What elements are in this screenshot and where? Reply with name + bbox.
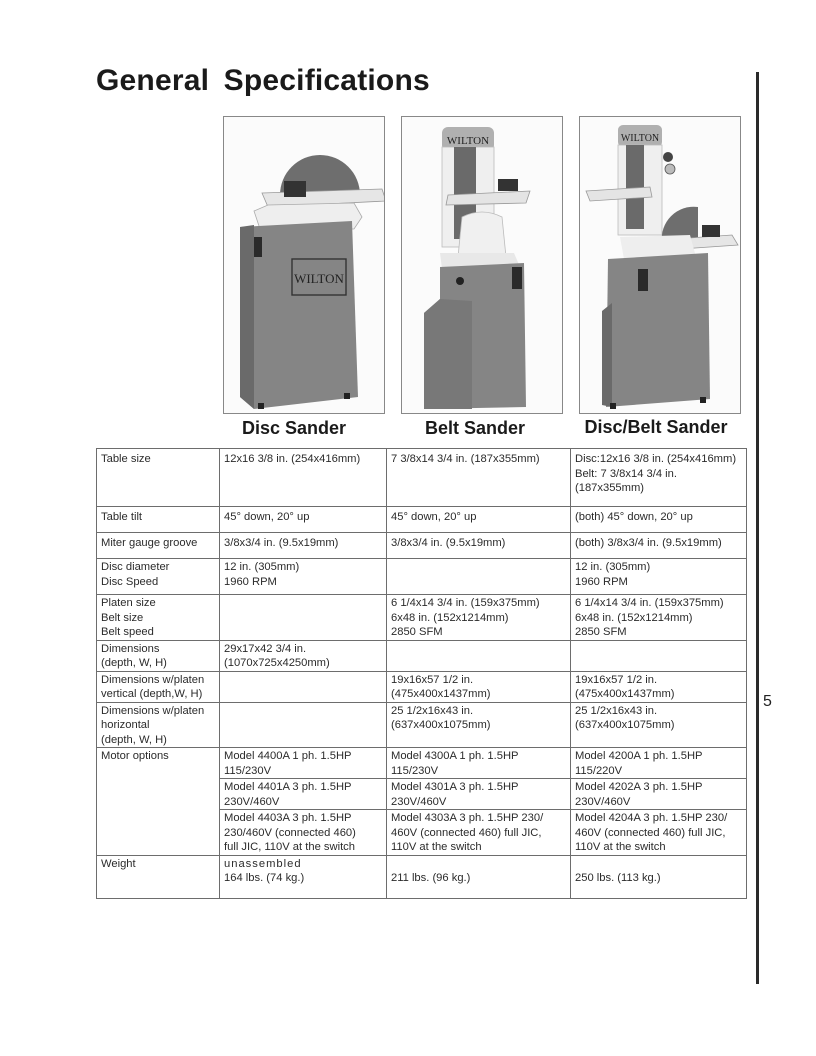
belt-sander-value [387,748,571,779]
cell-text: vertical (depth,W, H) [101,688,203,700]
cell-text: (637x400x1075mm) [391,719,491,731]
cell-text: Model 4300A 1 ph. 1.5HP [391,750,519,762]
cell-text: Model 4202A 3 ph. 1.5HP [575,781,703,793]
cell-text: Dimensions w/platen [101,704,205,717]
cell-text: 25 1/2x16x43 in. [391,704,474,717]
disc-belt-sander-value [571,507,747,533]
disc-belt-sander-value [571,559,747,595]
table-row [97,449,747,507]
cell-text: Model 4200A 1 ph. 1.5HP [575,750,703,762]
cell-text: 250 lbs. (113 kg.) [575,872,661,884]
cell-text: Belt size [101,611,144,624]
cell-text: 110V at the switch [391,841,482,853]
cell-text: 164 lbs. (74 kg.) [224,872,305,884]
cell-text: (475x400x1437mm) [391,688,491,700]
disc-belt-sander-value [571,748,747,779]
cell-text [575,857,742,872]
disc-sander-value [220,640,387,671]
caption-disc-belt-sander: Disc/Belt Sander [584,417,728,437]
cell-text: Disc diameter [101,561,170,573]
cell-text: (475x400x1437mm) [575,688,675,700]
cell-text: Model 4204A 3 ph. 1.5HP 230/ [575,812,728,824]
disc-belt-sander-value [571,671,747,702]
cell-text: Weight [101,857,136,870]
spec-label [97,533,220,559]
cell-text: 230/460V (connected 460) [224,826,356,839]
belt-sander-value [387,507,571,533]
disc-belt-sander-value [571,533,747,559]
cell-text: 6x48 in. (152x1214mm) [391,611,509,624]
cell-text: full JIC, 110V at the switch [224,841,355,853]
cell-text: 110V at the switch [575,841,666,853]
specifications-table [96,448,747,899]
cell-text: 6 1/4x14 3/4 in. (159x375mm) [391,597,540,609]
cell-text: (187x355mm) [575,482,645,494]
cell-text: 19x16x57 1/2 in. [391,673,474,686]
page-title: General Specifications [96,64,430,97]
cell-text [391,857,566,872]
cell-text: 12 in. (305mm) [224,561,300,573]
caption-belt-sander: Belt Sander [424,418,526,438]
cell-text: Model 4303A 3 ph. 1.5HP 230/ [391,812,544,824]
disc-belt-sander-value [571,640,747,671]
spec-label [97,748,220,856]
cell-text: (depth, W, H) [101,657,167,669]
wilton-logo: WILTON [294,271,344,286]
wilton-logo: WILTON [446,135,490,147]
cell-text: (both) 3/8x3/4 in. (9.5x19mm) [575,537,722,549]
cell-text: Table tilt [101,511,143,523]
disc-sander-value [220,855,387,898]
cell-text: Belt: 7 3/8x14 3/4 in. [575,467,677,480]
belt-sander-value [387,449,571,507]
margin-rule [756,72,759,984]
cell-text: 45° down, 20° up [224,511,310,523]
cell-text: Disc:12x16 3/8 in. (254x416mm) [575,453,737,465]
belt-sander-value [387,702,571,748]
cell-text: 460V (connected 460) full JIC, [391,826,542,839]
belt-sander-value [387,779,571,810]
spec-label [97,671,220,702]
belt-sander-value [387,559,571,595]
cell-text: 19x16x57 1/2 in. [575,673,658,686]
table-row [97,533,747,559]
cell-text: 1960 RPM [575,575,628,588]
disc-belt-sander-value [571,595,747,641]
cell-text: 2850 SFM [575,626,627,638]
cell-text: Belt speed [101,626,154,638]
cell-text: Dimensions w/platen [101,673,205,686]
cell-text: 7 3/8x14 3/4 in. (187x355mm) [391,453,540,465]
disc-belt-sander-value [571,779,747,810]
belt-sander-photo [401,116,563,414]
cell-text: 12x16 3/8 in. (254x416mm) [224,453,361,465]
table-row [97,640,747,671]
disc-belt-sander-photo [579,116,741,414]
cell-text: (1070x725x4250mm) [224,657,330,669]
cell-text: Model 4401A 3 ph. 1.5HP [224,781,352,793]
cell-text: (637x400x1075mm) [575,719,675,731]
cell-text: 6x48 in. (152x1214mm) [575,611,693,624]
disc-belt-sander-value [571,449,747,507]
disc-belt-sander-value [571,810,747,856]
cell-text: 115/230V [391,764,439,777]
cell-text: Disc Speed [101,575,159,588]
cell-text: 2850 SFM [391,626,443,638]
spec-label [97,640,220,671]
cell-text: Model 4403A 3 ph. 1.5HP [224,812,352,824]
disc-sander-value [220,748,387,779]
disc-sander-value [220,702,387,748]
table-row [97,559,747,595]
disc-sander-value [220,595,387,641]
disc-sander-value [220,810,387,856]
cell-text: 45° down, 20° up [391,511,477,523]
table-row [97,507,747,533]
cell-text: 25 1/2x16x43 in. [575,704,658,717]
table-row-weight [97,855,747,898]
cell-text: Model 4301A 3 ph. 1.5HP [391,781,519,793]
disc-sander-value [220,533,387,559]
belt-sander-value [387,810,571,856]
cell-text: 1960 RPM [224,575,277,588]
cell-text: unassembled [224,857,302,870]
belt-sander-value [387,855,571,898]
spec-label [97,702,220,748]
table-row [97,671,747,702]
belt-sander-illustration [402,117,562,413]
table-row-motor-option [97,748,747,779]
disc-sander-photo [223,116,385,414]
cell-text: 230V/460V [391,795,447,808]
caption-disc-sander: Disc Sander [241,418,347,438]
spec-label [97,449,220,507]
cell-text: 6 1/4x14 3/4 in. (159x375mm) [575,597,724,609]
cell-text: (depth, W, H) [101,733,167,746]
specifications-table-body [97,449,747,899]
cell-text: Dimensions [101,642,160,655]
cell-text: 115/230V [224,764,272,777]
cell-text: 115/220V [575,764,623,777]
cell-text: Miter gauge groove [101,537,198,549]
cell-text: 230V/460V [575,795,631,808]
spec-label [97,855,220,898]
spec-label [97,559,220,595]
disc-sander-value [220,559,387,595]
cell-text: 230V/460V [224,795,280,808]
cell-text: Table size [101,453,151,465]
disc-belt-sander-value [571,855,747,898]
cell-text: 12 in. (305mm) [575,561,651,573]
disc-belt-sander-illustration [580,117,740,413]
spec-label [97,507,220,533]
page-number: 5 [763,693,772,710]
belt-sander-value [387,671,571,702]
spec-label [97,595,220,641]
cell-text: 3/8x3/4 in. (9.5x19mm) [224,537,339,549]
disc-sander-value [220,507,387,533]
belt-sander-value [387,595,571,641]
cell-text: (both) 45° down, 20° up [575,511,693,523]
disc-sander-illustration [224,117,384,413]
belt-sander-value [387,640,571,671]
cell-text: 211 lbs. (96 kg.) [391,872,471,884]
disc-sander-value [220,449,387,507]
table-row [97,595,747,641]
cell-text: Model 4400A 1 ph. 1.5HP [224,750,352,762]
cell-text: 29x17x42 3/4 in. [224,642,307,655]
cell-text: Platen size [101,597,156,609]
disc-sander-value [220,779,387,810]
cell-text: horizontal [101,719,150,731]
disc-sander-value [220,671,387,702]
cell-text: 3/8x3/4 in. (9.5x19mm) [391,537,506,549]
cell-text: Motor options [101,750,169,762]
belt-sander-value [387,533,571,559]
cell-text: 460V (connected 460) full JIC, [575,826,726,839]
disc-belt-sander-value [571,702,747,748]
wilton-logo: WILTON [620,133,660,144]
table-row [97,702,747,748]
